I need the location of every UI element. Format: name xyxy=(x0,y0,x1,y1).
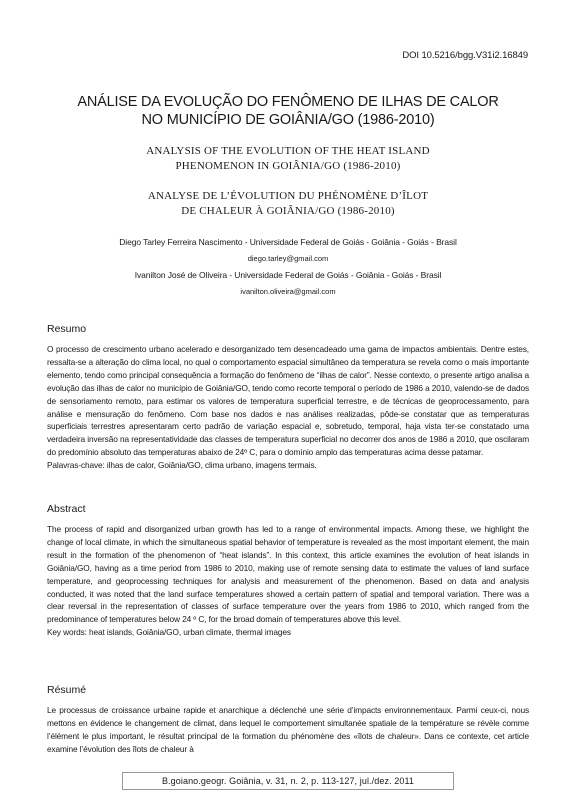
abstract-body: The process of rapid and disorganized urban growth has led to a range of environmental impacts. Among these, we highlight the change of local climate, in which the simultaneous spatial behavior of temperature is revealed as the most important element, the main result in the formation of the phenomenon of “heat islands”. In this context, this article examines the evolution of heat islands in Goiânia/GO, having as a time period from 1986 to 2010, making use of remote sensing data to estimate the values of land surface temperature, and geoprocessing techniques for analysis and measurement of the phenomenon. Based on data and analysis conducted, it was noted that the land surface temperatures showed a certain pattern of spatial and temporal variation. There was a clear reversal in the representation of classes of surface temperature over the years from 1986 to 2010, which ranged from the predominance of temperatures below 24 º C, for the broad domain of temperatures above this level. xyxy=(47,524,529,625)
title-portuguese-line-2: NO MUNICÍPIO DE GOIÂNIA/GO (1986-2010) xyxy=(141,112,435,128)
title-french-line-2: DE CHALEUR À GOIÂNIA/GO (1986-2010) xyxy=(181,205,395,217)
author-block xyxy=(40,236,536,265)
resumo-section xyxy=(47,323,529,472)
author-email[interactable]: ivanilton.oliveira@gmail.com xyxy=(240,287,336,296)
resume-section xyxy=(47,684,529,756)
resume-heading: Résumé xyxy=(47,684,87,696)
title-portuguese-line-1: ANÁLISE DA EVOLUÇÃO DO FENÔMENO DE ILHAS DE CALOR xyxy=(77,94,499,110)
resume-body: Le processus de croissance urbaine rapide et anarchique a déclenché une série d’impacts environnementaux. Parmi ceux-ci, nous mettons en évidence le changement de climat, dans lequel le comportement simultanée spatiale de la température se révèle comme l’élément le plus important, le résultat principal de la formation du phénomène des «îlots de chaleur». Dans ce contexte, cet article examine l’évolution des îlots de chaleur à xyxy=(47,705,529,754)
title-french xyxy=(60,189,516,219)
title-english xyxy=(60,144,516,174)
doi-label: DOI 10.5216/bgg.V31i2.16849 xyxy=(402,50,528,61)
title-french-line-1: ANALYSE DE L’ÉVOLUTION DU PHÉNOMÈNE D’ÎLOT xyxy=(147,190,429,202)
author-email[interactable]: diego.tarley@gmail.com xyxy=(247,254,329,263)
abstract-heading: Abstract xyxy=(47,503,86,515)
author-name: Ivanilton José de Oliveira - Universidade Federal de Goiás - Goiânia - Goiás - Brasil xyxy=(134,270,442,280)
abstract-keywords: Key words: heat islands, Goiânia/GO, urban climate, thermal images xyxy=(47,627,291,638)
journal-footer: B.goiano.geogr. Goiânia, v. 31, n. 2, p. 113-127, jul./dez. 2011 xyxy=(122,772,454,790)
title-portuguese xyxy=(60,93,516,129)
author-block xyxy=(40,269,536,298)
resumo-body: O processo de crescimento urbano acelerado e desorganizado tem desencadeado uma gama de impactos ambientais. Dentre estes, ressalta-se a alteração do clima local, no qual o comportamento espacial simultâneo da temperatura se revela como o mais importante elemento, tendo como principal consequência a formação do fenômeno de “ilhas de calor”. Nesse contexto, o presente artigo analisa a evolução das ilhas de calor no município de Goiânia/GO, tendo como recorte temporal o período de 1986 a 2010, valendo-se de dados de sensoriamento remoto, para estimar os valores de temperatura superficial terrestre, e de técnicas de geoprocessamento, para análise e mensuração do fenômeno. Com base nos dados e nas análises realizadas, pôde-se constatar que as temperaturas superficiais terrestres apresentaram certo padrão de variação espacial e, sobretudo, temporal, haja vista ter-se constatado uma verdadeira inversão na representatividade das classes de temperatura superficial no decorrer dos anos de 1986 a 2010, que oscilaram do predomínio absoluto das temperaturas abaixo de 24º C, para o domínio amplo das temperaturas acima desse patamar. xyxy=(47,344,529,458)
abstract-section xyxy=(47,503,529,639)
author-name: Diego Tarley Ferreira Nascimento - Universidade Federal de Goiás - Goiânia - Goiás - Brasil xyxy=(119,237,457,247)
resumo-keywords: Palavras-chave: ilhas de calor, Goiânia/GO, clima urbano, imagens termais. xyxy=(47,460,317,471)
title-english-line-1: ANALYSIS OF THE EVOLUTION OF THE HEAT ISLAND xyxy=(146,145,430,157)
title-english-line-2: PHENOMENON IN GOIÂNIA/GO (1986-2010) xyxy=(175,160,401,172)
resumo-heading: Resumo xyxy=(47,323,87,335)
